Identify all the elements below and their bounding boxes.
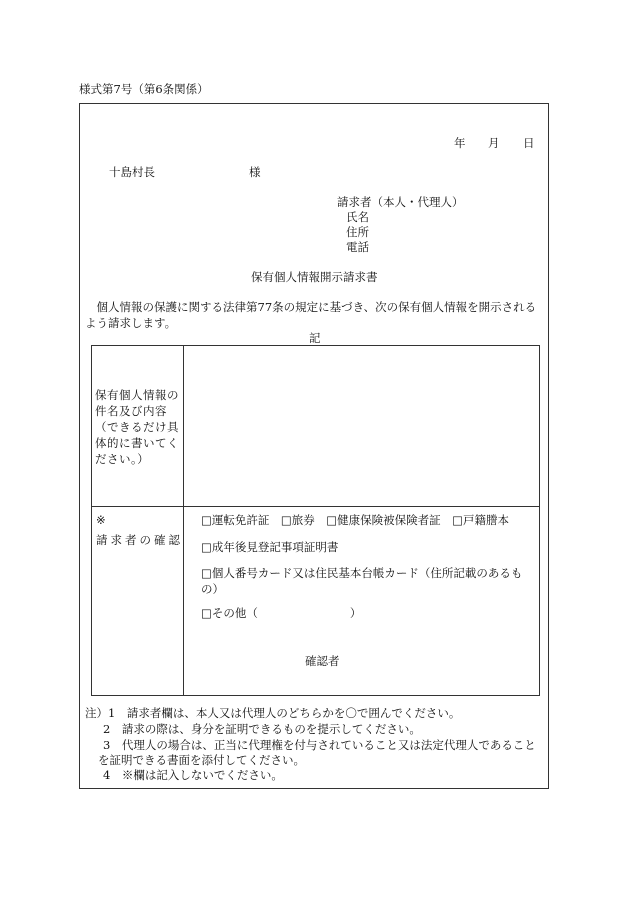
addressee-name: 十島村長 [109, 165, 155, 179]
date-year-label: 年 [454, 136, 466, 150]
info-subject-label: 保有個人情報の件名及び内容（できるだけ具体的に書いてください。） [95, 388, 179, 467]
addressee-honorific: 様 [249, 165, 261, 179]
requester-name-label: 氏名 [346, 210, 369, 224]
form-number: 様式第7号（第6条関係） [79, 82, 209, 96]
id-option-mynumber: □個人番号カード又は住民基本台帳カード（住所記載のあるも [201, 566, 523, 580]
note-3: 3 代理人の場合は、正当に代理権を付与されていること又は法定代理人であること [103, 738, 536, 752]
table-row-divider [91, 506, 540, 507]
staff-use-mark: ※ [96, 513, 106, 527]
confirmer-label: 確認者 [305, 654, 340, 668]
requester-address-label: 住所 [346, 225, 369, 239]
body-text-line1: 個人情報の保護に関する法律第77条の規定に基づき、次の保有個人情報を開示される [85, 300, 537, 314]
note-1: 注）1 請求者欄は、本人又は代理人のどちらかを〇で囲んでください。 [85, 706, 461, 720]
id-option-mynumber-cont: の） [201, 582, 224, 596]
ki-heading: 記 [309, 331, 321, 345]
note-3-cont: を証明できる書面を添付してください。 [98, 753, 305, 767]
note-2: 2 請求の際は、身分を証明できるものを提示してください。 [103, 722, 421, 736]
note-4: 4 ※欄は記入しないでください。 [103, 768, 283, 782]
requester-heading: 請求者（本人・代理人） [337, 195, 464, 209]
id-option-line1: □運転免許証 □旅券 □健康保険被保険者証 □戸籍謄本 [201, 513, 509, 527]
date-month-label: 月 [488, 136, 500, 150]
id-option-guardianship: □成年後見登記事項証明書 [201, 540, 339, 554]
date-day-label: 日 [523, 136, 535, 150]
body-text-line2: よう請求します。 [85, 316, 177, 330]
requester-confirmation-label: 請求者の確認 [96, 533, 183, 547]
table-column-divider [183, 345, 184, 696]
requester-phone-label: 電話 [346, 240, 369, 254]
document-title: 保有個人情報開示請求書 [251, 270, 378, 284]
id-option-other: □その他（ ） [201, 606, 362, 620]
